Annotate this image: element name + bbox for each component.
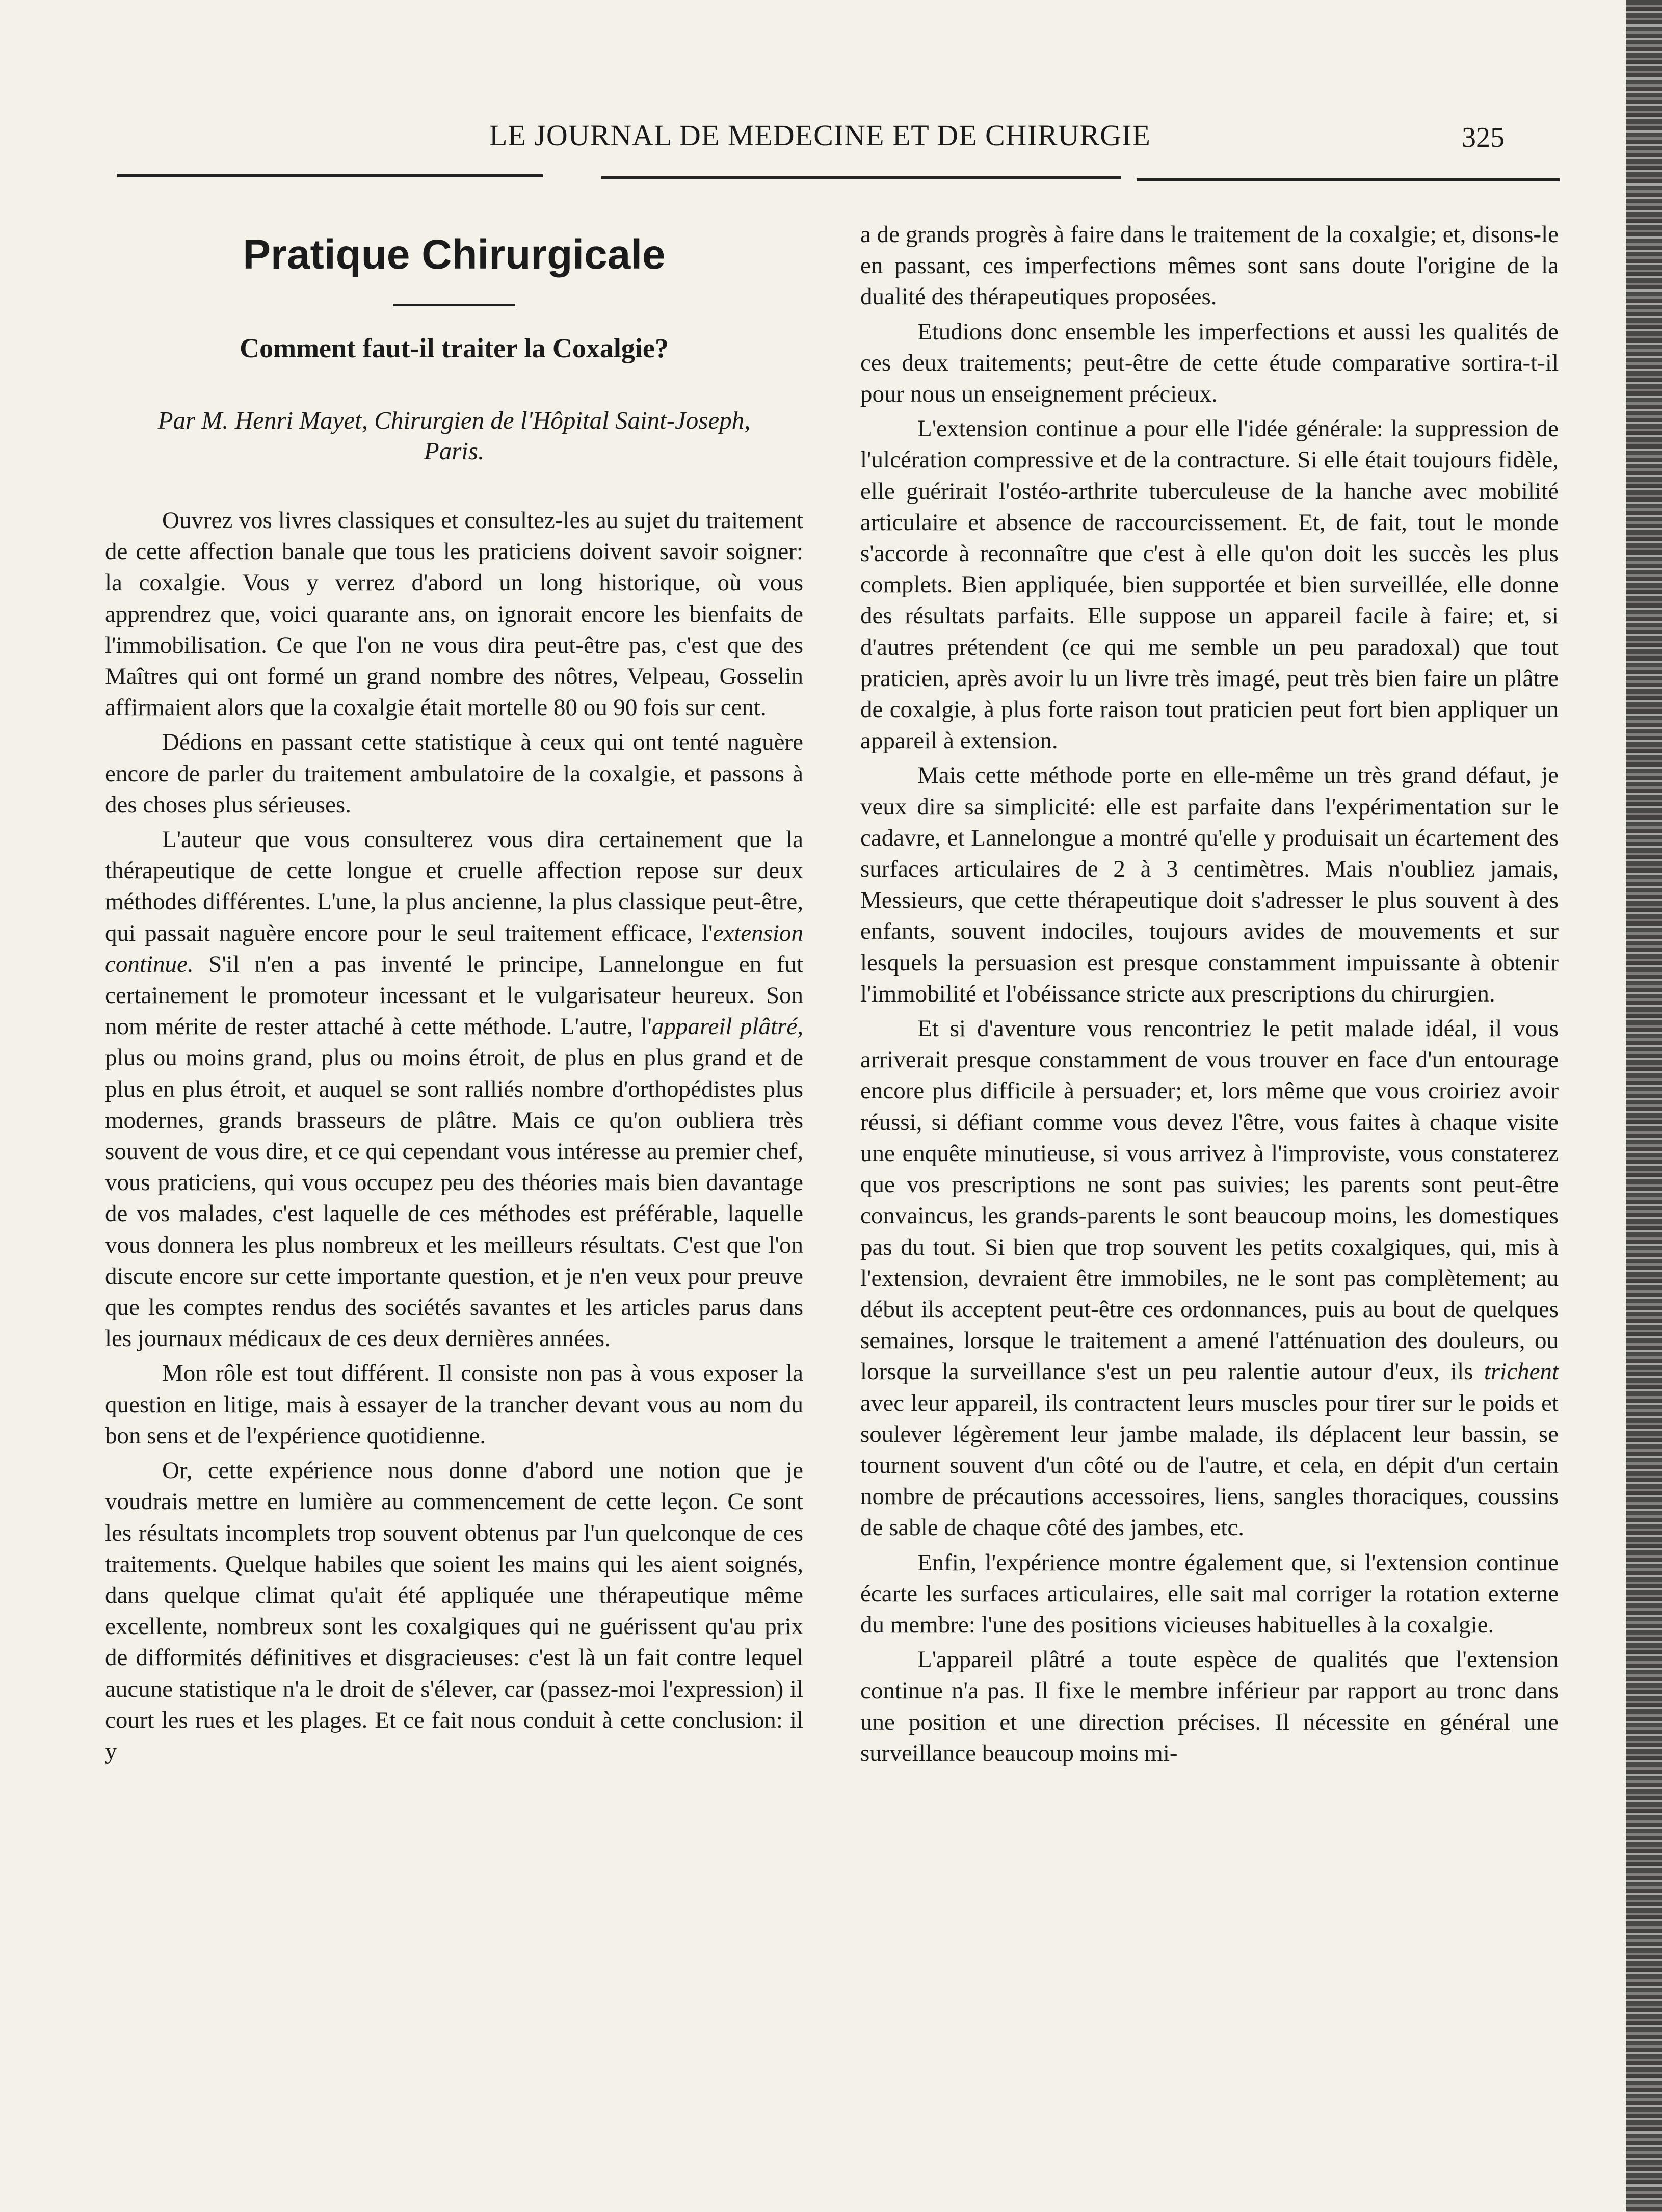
paragraph: Mon rôle est tout différent. Il consiste non pas à vous exposer la question en litige, mais à essayer de la trancher devant vous au nom du bon sens et de l'expérience quotidienne.	[105, 1360, 803, 1449]
paragraph: Or, cette expérience nous donne d'abord une notion que je voudrais mettre en lumière au commencement de cette leçon. Ce sont les résultats incomplets trop souvent obtenus par l'un quelconque de ces traitements. Quelque habiles que soient les mains qui les aient soignés, dans quelque climat qu'ait été appliquée une thérapeutique même excellente, nombreux sont les coxalgiques qui ne guérissent qu'au prix de difformités définitives et disgracieuses: c'est là un fait contre lequel aucune statistique n'a le droit de s'élever, car (passez-moi l'expression) il court les rues et les plages. Et ce fait nous conduit à cette conclusion: il y	[105, 1457, 803, 1765]
paragraph: Etudions donc ensemble les imperfections et aussi les qualités de ces deux traitements; peut-être de cette étude comparative sortira-t-il pour nous un enseignement précieux.	[860, 318, 1559, 408]
paragraph: Enfin, l'expérience montre également que, si l'extension continue écarte les surfaces articulaires, elle sait mal corriger la rotation externe du membre: l'une des positions vicieuses habituelles à la coxalgie.	[860, 1549, 1559, 1638]
binding-edge	[1626, 0, 1662, 2212]
left-column	[105, 219, 803, 1767]
page-number: 325	[1462, 122, 1505, 153]
header-rule-center	[601, 176, 1121, 179]
paragraph: Dédions en passant cette statistique à ceux qui ont tenté naguère encore de parler du traitement ambulatoire de la coxalgie, et passons à des choses plus sérieuses.	[105, 729, 803, 818]
header-rule-right	[1137, 178, 1560, 181]
header-rule-left	[117, 174, 543, 177]
emphasis: extension continue.	[105, 919, 803, 978]
paragraph: Mais cette méthode porte en elle-même un très grand défaut, je veux dire sa simplicité: elle est parfaite dans l'expérimentation sur le cadavre, et Lannelongue a montré qu'elle y produisait un écartement des surfaces articulaires de 2 à 3 centimètres. Mais n'oubliez jamais, Messieurs, que cette thérapeutique doit s'adresser le plus souvent à des enfants, souvent indociles, toujours avides de mouvements et sur lesquels la persuasion est presque constamment impuissante à obtenir l'immobilité et l'obéissance stricte aux prescriptions du chirurgien.	[860, 762, 1559, 1007]
section-title: Pratique Chirurgicale	[243, 231, 666, 278]
paragraph: L'appareil plâtré a toute espèce de qualités que l'extension continue n'a pas. Il fixe le membre inférieur par rapport au tronc dans une position et une direction précises. Il nécessite en général une surveillance beaucoup moins mi-	[860, 1646, 1559, 1767]
emphasis: trichent	[1484, 1358, 1559, 1385]
emphasis: appareil plâtré,	[651, 1013, 803, 1040]
paragraph: L'extension continue a pour elle l'idée générale: la suppression de l'ulcération compressive et de la contracture. Si elle était toujours fidèle, elle guérirait l'ostéo-arthrite tuberculeuse de la hanche avec mobilité articulaire et absence de raccourcissement. Et, de fait, tout le monde s'accorde à reconnaître que c'est à elle qu'on doit les succès les plus complets. Bien appliquée, bien supportée et bien surveillée, elle donne des résultats parfaits. Elle suppose un appareil facile à faire; et, si d'autres prétendent (ce qui me semble un peu paradoxal) que tout praticien, après avoir lu un livre très imagé, peut très bien faire un plâtre de coxalgie, à plus forte raison tout praticien peut fort bien appliquer un appareil à extension.	[860, 415, 1559, 754]
paragraph: Ouvrez vos livres classiques et consultez-les au sujet du traitement de cette affection banale que tous les praticiens doivent savoir soigner: la coxalgie. Vous y verrez d'abord un long historique, où vous apprendrez que, voici quarante ans, on ignorait encore les bienfaits de l'immobilisation. Ce que l'on ne vous dira peut-être pas, c'est que des Maîtres qui ont formé un grand nombre des nôtres, Velpeau, Gosselin affirmaient alors que la coxalgie était mortelle 80 ou 90 fois sur cent.	[105, 507, 803, 721]
paragraph: Et si d'aventure vous rencontriez le petit malade idéal, il vous arriverait presque constamment de vous trouver en face d'un entourage encore plus difficile à persuader; et, lors même que vous croiriez avoir réussi, si défiant comme vous devez l'être, vous faites à chaque visite une enquête minutieuse, si vous arrivez à l'improviste, vous constaterez que vos prescriptions ne sont pas suivies; les parents sont peut-être convaincus, les grands-parents le sont beaucoup moins, les domestiques pas du tout. Si bien que trop souvent les petits coxalgiques, qui, mis à l'extension, devraient être immobiles, ne le sont pas complètement; au début ils acceptent peut-être ces ordonnances, puis au bout de quelques semaines, lorsque le traitement a amené l'atténuation des douleurs, ou lorsque la surveillance s'est un peu ralentie autour d'eux, ils trichent avec leur appareil, ils contractent leurs muscles pour tirer sur le poids et soulever légèrement leur jambe malade, ils déplacent leur bassin, se tournent souvent d'un côté ou de l'autre, et cela, en dépit d'un certain nombre de précautions accessoires, liens, sangles thoraciques, coussins de sable de chaque côté des jambes, etc.	[860, 1015, 1559, 1541]
title-divider	[393, 304, 515, 306]
paragraph: a de grands progrès à faire dans le traitement de la coxalgie; et, disons-le en passant, ces imperfections mêmes sont sans doute l'origine de la dualité des thérapeutiques proposées.	[860, 221, 1559, 310]
right-column	[860, 219, 1559, 1769]
byline: Par M. Henri Mayet, Chirurgien de l'Hôpital Saint-Joseph, Paris.	[157, 406, 751, 465]
article-title: Comment faut-il traiter la Coxalgie?	[240, 333, 669, 363]
running-title: LE JOURNAL DE MEDECINE ET DE CHIRURGIE	[489, 119, 1151, 152]
paragraph: L'auteur que vous consulterez vous dira certainement que la thérapeutique de cette longue et cruelle affection repose sur deux méthodes différentes. L'une, la plus ancienne, la plus classique peut-être, qui passait naguère encore pour le seul traitement efficace, l'extension continue. S'il n'en a pas inventé le principe, Lannelongue en fut certainement le promoteur incessant et le vulgarisateur heureux. Son nom mérite de rester attaché à cette méthode. L'autre, l'appareil plâtré, plus ou moins grand, plus ou moins étroit, de plus en plus grand et de plus en plus étroit, et auquel se sont ralliés nombre d'orthopédistes plus modernes, grands brasseurs de plâtre. Mais ce qu'on oubliera très souvent de vous dire, et ce qui cependant vous intéresse au premier chef, vous praticiens, qui vous occupez peu des théories mais bien davantage de vos malades, c'est laquelle de ces méthodes est préférable, laquelle vous donnera les plus nombreux et les meilleurs résultats. C'est que l'on discute encore sur cette importante question, et je n'en veux pour preuve que les comptes rendus des sociétés savantes et les articles parus dans les journaux médicaux de ces deux dernières années.	[105, 826, 803, 1352]
